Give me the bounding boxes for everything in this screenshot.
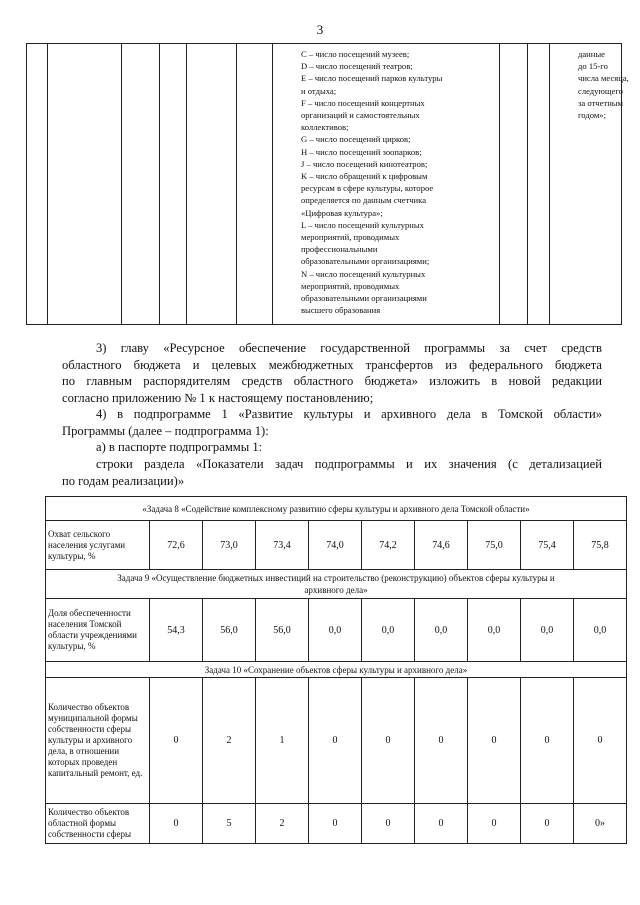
value-cell: 0 xyxy=(362,804,415,844)
value-cell: 75,4 xyxy=(521,521,574,570)
indicators-table xyxy=(45,496,627,844)
value-cell: 0 xyxy=(468,804,521,844)
page-number: 3 xyxy=(316,22,324,37)
task-header-row xyxy=(46,662,627,678)
value-cell: 0,0 xyxy=(362,599,415,662)
value-cell: 0 xyxy=(362,678,415,804)
column-divider xyxy=(549,44,550,324)
value-cell: 0,0 xyxy=(521,599,574,662)
task10-header: Задача 10 «Сохранение объектов сферы культуры и архивного дела» xyxy=(46,662,627,678)
paragraph-4: 4) в подпрограмме 1 «Развитие культуры и архивного дела в Томской области» Программы (далее – подпрограмма 1): xyxy=(62,407,602,438)
column-divider xyxy=(186,44,187,324)
value-cell: 75,8 xyxy=(574,521,627,570)
value-cell: 0 xyxy=(309,678,362,804)
value-cell: 73,4 xyxy=(256,521,309,570)
indicator-label: Количество объектов областной формы собственности сферы xyxy=(46,804,150,844)
indicator-label: Охват сельского населения услугами культуры, % xyxy=(46,521,150,570)
paragraph-a: а) в паспорте подпрограммы 1: xyxy=(96,440,263,454)
formula-description: C – число посещений музеев; D – число посещений театров; E – число посещений парков культуры и отдыха; F – число посещений концертных организаций и самостоятельных коллективов; G – число посещений цирков; H – число посещений зоопарков; J – число посещений кинотеатров; K – число обращений к цифровым ресурсам в сфере культуры, которое определяется по данным счетчика «Цифровая культура»; L – число посещений культурных мероприятий, проводимых профессиональными образовательными организациями; N – число посещений культурных мероприятий, проводимых образовательными организациями высшего образования xyxy=(301,49,443,316)
value-cell: 74,6 xyxy=(415,521,468,570)
data-deadline-note: данные до 15-го числа месяца, следующего за отчетным годом»; xyxy=(578,49,629,121)
value-cell: 72,6 xyxy=(150,521,203,570)
value-cell: 74,0 xyxy=(309,521,362,570)
table-row xyxy=(46,678,627,804)
value-cell: 0» xyxy=(574,804,627,844)
continuation-table xyxy=(26,43,629,325)
value-cell: 0 xyxy=(150,804,203,844)
value-cell: 5 xyxy=(203,804,256,844)
task8-header: «Задача 8 «Содействие комплексному развитию сферы культуры и архивного дела Томской области» xyxy=(46,497,627,521)
paragraph-rows: строки раздела «Показатели задач подпрограммы и их значения (с детализацией по годам реализации)» xyxy=(62,457,602,488)
column-divider xyxy=(47,44,48,324)
value-cell: 0 xyxy=(521,678,574,804)
value-cell: 0 xyxy=(468,678,521,804)
value-cell: 0,0 xyxy=(415,599,468,662)
value-cell: 0 xyxy=(309,804,362,844)
value-cell: 54,3 xyxy=(150,599,203,662)
column-divider xyxy=(121,44,122,324)
value-cell: 75,0 xyxy=(468,521,521,570)
value-cell: 0 xyxy=(150,678,203,804)
value-cell: 74,2 xyxy=(362,521,415,570)
column-divider xyxy=(159,44,160,324)
column-divider xyxy=(499,44,500,324)
value-cell: 0 xyxy=(415,804,468,844)
value-cell: 56,0 xyxy=(256,599,309,662)
value-cell: 0,0 xyxy=(468,599,521,662)
table-row xyxy=(46,804,627,844)
value-cell: 2 xyxy=(203,678,256,804)
value-cell: 0 xyxy=(521,804,574,844)
value-cell: 0 xyxy=(415,678,468,804)
value-cell: 2 xyxy=(256,804,309,844)
paragraph-3: 3) главу «Ресурсное обеспечение государственной программы за счет средств областного бюджета и целевых межбюджетных трансфертов из федерального бюджета по главным распорядителям средств областного бюджета» изложить в новой редакции согласно приложению № 1 к настоящему постановлению; xyxy=(62,341,602,405)
value-cell: 73,0 xyxy=(203,521,256,570)
value-cell: 0,0 xyxy=(574,599,627,662)
value-cell: 1 xyxy=(256,678,309,804)
column-divider xyxy=(272,44,273,324)
value-cell: 56,0 xyxy=(203,599,256,662)
value-cell: 0,0 xyxy=(309,599,362,662)
table-row xyxy=(46,599,627,662)
indicator-label: Доля обеспеченности населения Томской области учреждениями культуры, % xyxy=(46,599,150,662)
task9-header: Задача 9 «Осуществление бюджетных инвестиций на строительство (реконструкцию) объектов сферы культуры и архивного дела» xyxy=(46,570,627,599)
task-header-row xyxy=(46,570,627,599)
value-cell: 0 xyxy=(574,678,627,804)
column-divider xyxy=(236,44,237,324)
task-header-row xyxy=(46,497,627,521)
indicator-label: Количество объектов муниципальной формы собственности сферы культуры и архивного дела, в отношении которых проведен капитальный ремонт, ед. xyxy=(46,678,150,804)
column-divider xyxy=(527,44,528,324)
table-row xyxy=(46,521,627,570)
